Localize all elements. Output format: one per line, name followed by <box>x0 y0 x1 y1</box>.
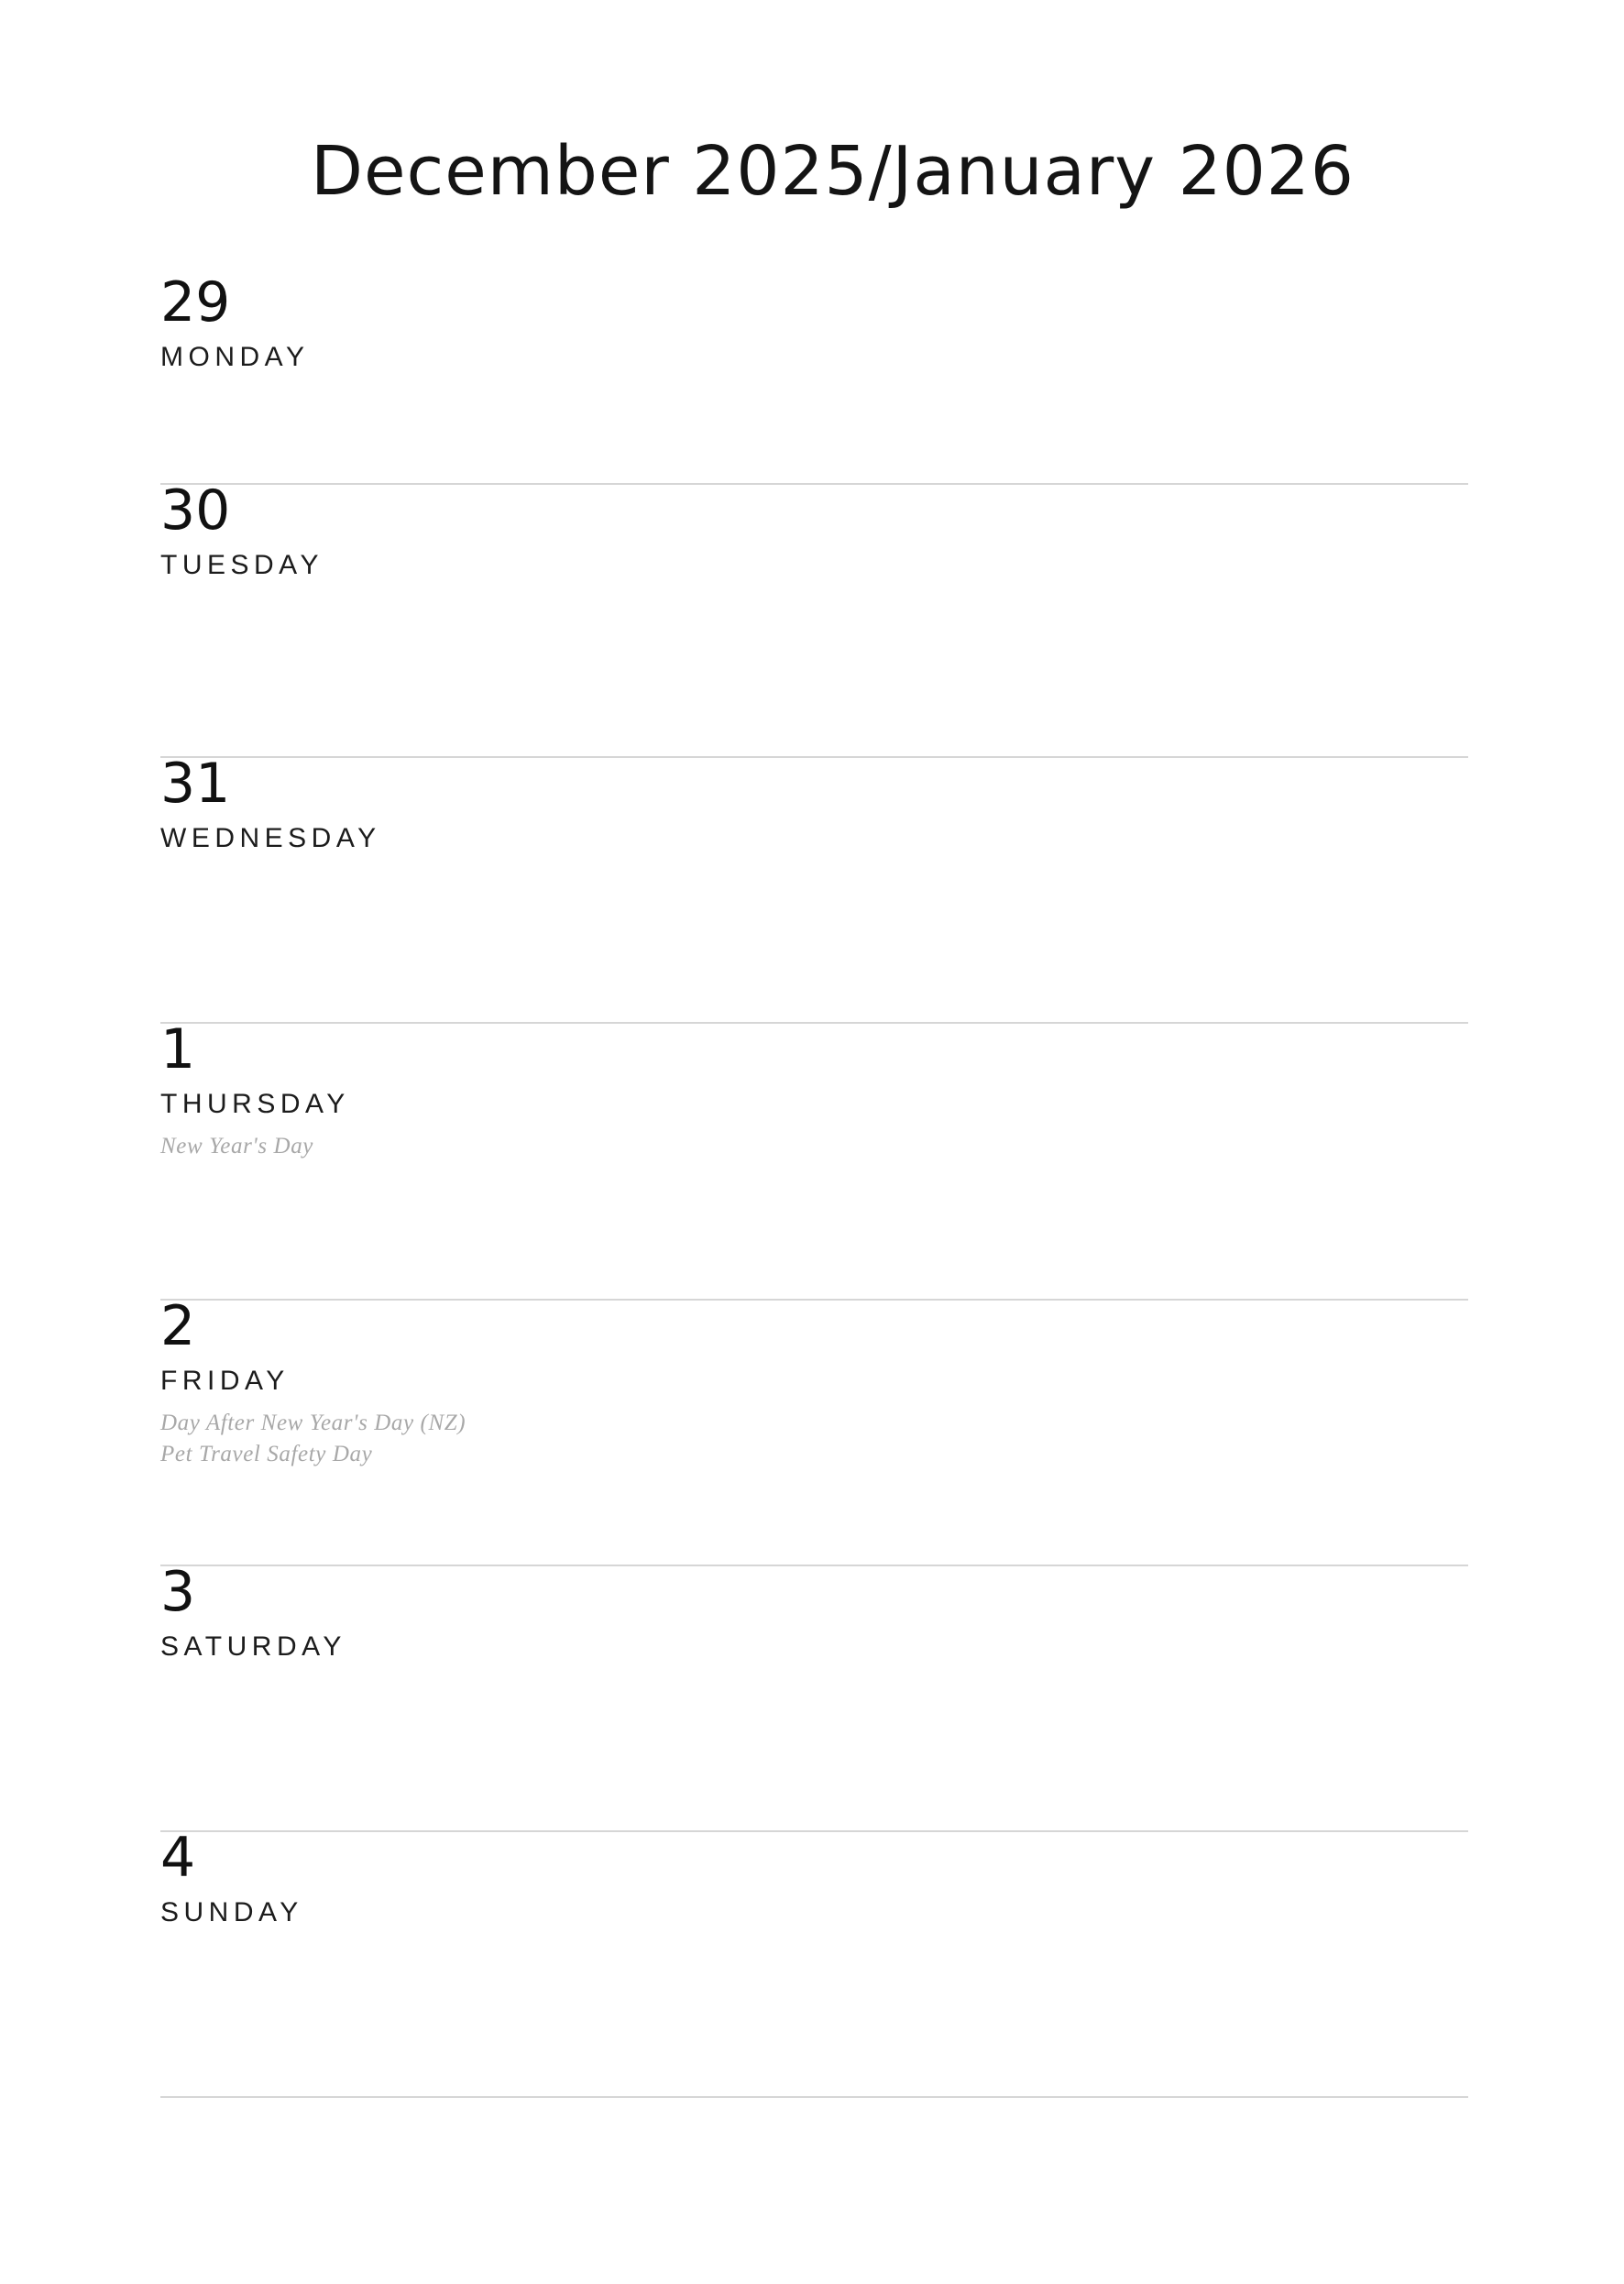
day-number: 1 <box>160 1017 196 1082</box>
day-row[interactable] <box>160 478 1468 758</box>
day-row[interactable] <box>160 752 1468 1024</box>
day-number: 3 <box>160 1560 196 1624</box>
day-events <box>160 1408 1468 1470</box>
day-weekday-label: FRIDAY <box>160 1366 290 1396</box>
day-row[interactable] <box>160 1294 1468 1566</box>
day-weekday-label: THURSDAY <box>160 1089 350 1119</box>
event-label: New Year's Day <box>160 1134 314 1158</box>
day-row[interactable] <box>160 270 1468 485</box>
event-label: Day After New Year's Day (NZ) <box>160 1411 466 1435</box>
day-number: 30 <box>160 478 231 543</box>
day-number: 4 <box>160 1826 196 1890</box>
day-weekday-label: WEDNESDAY <box>160 823 381 853</box>
day-weekday-label: TUESDAY <box>160 550 324 580</box>
day-row[interactable] <box>160 1826 1468 2098</box>
day-row[interactable] <box>160 1017 1468 1301</box>
day-number: 31 <box>160 752 231 816</box>
day-weekday-label: MONDAY <box>160 342 310 372</box>
page-title: December 2025/January 2026 <box>311 132 1355 211</box>
day-number: 2 <box>160 1294 196 1358</box>
day-row[interactable] <box>160 1560 1468 1832</box>
day-list <box>160 270 1468 2098</box>
day-number: 29 <box>160 270 231 335</box>
day-events <box>160 1131 1468 1162</box>
event-label: Pet Travel Safety Day <box>160 1441 373 1466</box>
day-weekday-label: SUNDAY <box>160 1897 303 1927</box>
day-weekday-label: SATURDAY <box>160 1631 346 1662</box>
